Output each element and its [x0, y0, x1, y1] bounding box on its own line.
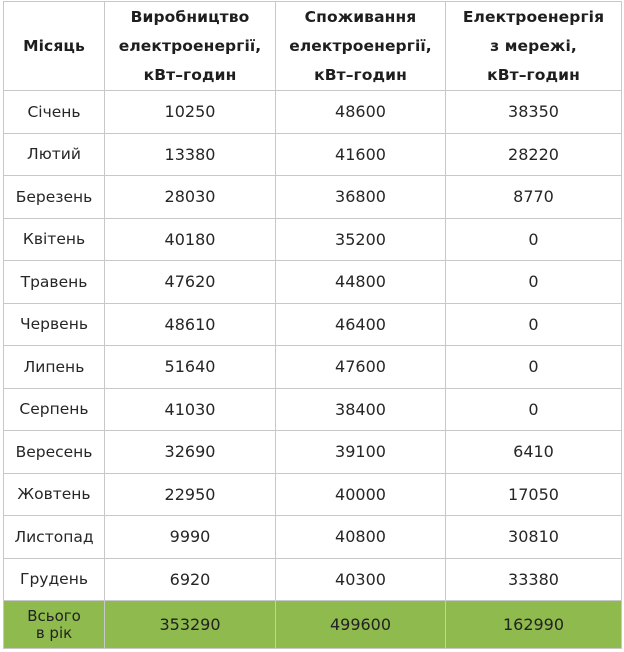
cell-month: Жовтень — [4, 473, 105, 516]
table-row — [4, 133, 622, 176]
header-consumption-line-3: кВт–годин — [314, 65, 407, 84]
cell-grid: 28220 — [446, 133, 622, 176]
header-grid — [446, 2, 622, 91]
cell-consumption: 40300 — [276, 558, 446, 601]
total-label — [4, 601, 105, 649]
cell-consumption: 44800 — [276, 261, 446, 304]
total-consumption: 499600 — [276, 601, 446, 649]
cell-production: 41030 — [105, 388, 276, 431]
cell-grid: 0 — [446, 303, 622, 346]
header-row — [4, 2, 622, 91]
cell-production: 40180 — [105, 218, 276, 261]
cell-month: Січень — [4, 91, 105, 134]
cell-consumption: 35200 — [276, 218, 446, 261]
cell-grid: 30810 — [446, 516, 622, 559]
table-header — [4, 2, 622, 91]
total-label-line-1: Всього — [27, 606, 81, 625]
cell-consumption: 48600 — [276, 91, 446, 134]
table-row — [4, 516, 622, 559]
cell-month: Березень — [4, 176, 105, 219]
header-grid-line-1: Електроенергія — [462, 7, 605, 26]
table-row — [4, 218, 622, 261]
cell-consumption: 39100 — [276, 431, 446, 474]
table-row — [4, 303, 622, 346]
cell-month: Вересень — [4, 431, 105, 474]
cell-consumption: 47600 — [276, 346, 446, 389]
header-production — [105, 2, 276, 91]
cell-grid: 0 — [446, 346, 622, 389]
total-grid: 162990 — [446, 601, 622, 649]
cell-production: 6920 — [105, 558, 276, 601]
cell-grid: 6410 — [446, 431, 622, 474]
cell-grid: 8770 — [446, 176, 622, 219]
header-month-line: Місяць — [23, 36, 85, 55]
total-production: 353290 — [105, 601, 276, 649]
table-row — [4, 558, 622, 601]
header-consumption-line-1: Споживання — [304, 7, 417, 26]
energy-table — [3, 1, 622, 649]
cell-production: 32690 — [105, 431, 276, 474]
cell-grid: 33380 — [446, 558, 622, 601]
cell-production: 51640 — [105, 346, 276, 389]
cell-production: 10250 — [105, 91, 276, 134]
cell-month: Червень — [4, 303, 105, 346]
cell-consumption: 46400 — [276, 303, 446, 346]
table-row — [4, 91, 622, 134]
table-row — [4, 346, 622, 389]
table-body — [4, 91, 622, 649]
header-grid-line-2: з мережі, — [490, 36, 577, 55]
cell-production: 13380 — [105, 133, 276, 176]
table-row — [4, 176, 622, 219]
header-month — [4, 2, 105, 91]
cell-consumption: 38400 — [276, 388, 446, 431]
header-consumption — [276, 2, 446, 91]
total-label-line-2: в рік — [35, 623, 73, 642]
header-production-line-1: Виробництво — [130, 7, 250, 26]
table-row — [4, 261, 622, 304]
header-production-line-3: кВт–годин — [143, 65, 237, 84]
table-row — [4, 388, 622, 431]
cell-consumption: 36800 — [276, 176, 446, 219]
cell-month: Грудень — [4, 558, 105, 601]
cell-grid: 0 — [446, 388, 622, 431]
cell-production: 47620 — [105, 261, 276, 304]
cell-production: 9990 — [105, 516, 276, 559]
header-production-line-2: електроенергії, — [118, 36, 262, 55]
cell-grid: 38350 — [446, 91, 622, 134]
cell-production: 22950 — [105, 473, 276, 516]
cell-consumption: 41600 — [276, 133, 446, 176]
cell-consumption: 40800 — [276, 516, 446, 559]
table-row — [4, 431, 622, 474]
cell-grid: 17050 — [446, 473, 622, 516]
cell-grid: 0 — [446, 218, 622, 261]
cell-month: Листопад — [4, 516, 105, 559]
cell-production: 48610 — [105, 303, 276, 346]
cell-month: Серпень — [4, 388, 105, 431]
total-row — [4, 601, 622, 649]
header-grid-line-3: кВт–годин — [487, 65, 580, 84]
cell-month: Квітень — [4, 218, 105, 261]
header-consumption-line-2: електроенергії, — [289, 36, 432, 55]
table-row — [4, 473, 622, 516]
cell-consumption: 40000 — [276, 473, 446, 516]
cell-month: Липень — [4, 346, 105, 389]
cell-production: 28030 — [105, 176, 276, 219]
cell-grid: 0 — [446, 261, 622, 304]
cell-month: Лютий — [4, 133, 105, 176]
cell-month: Травень — [4, 261, 105, 304]
